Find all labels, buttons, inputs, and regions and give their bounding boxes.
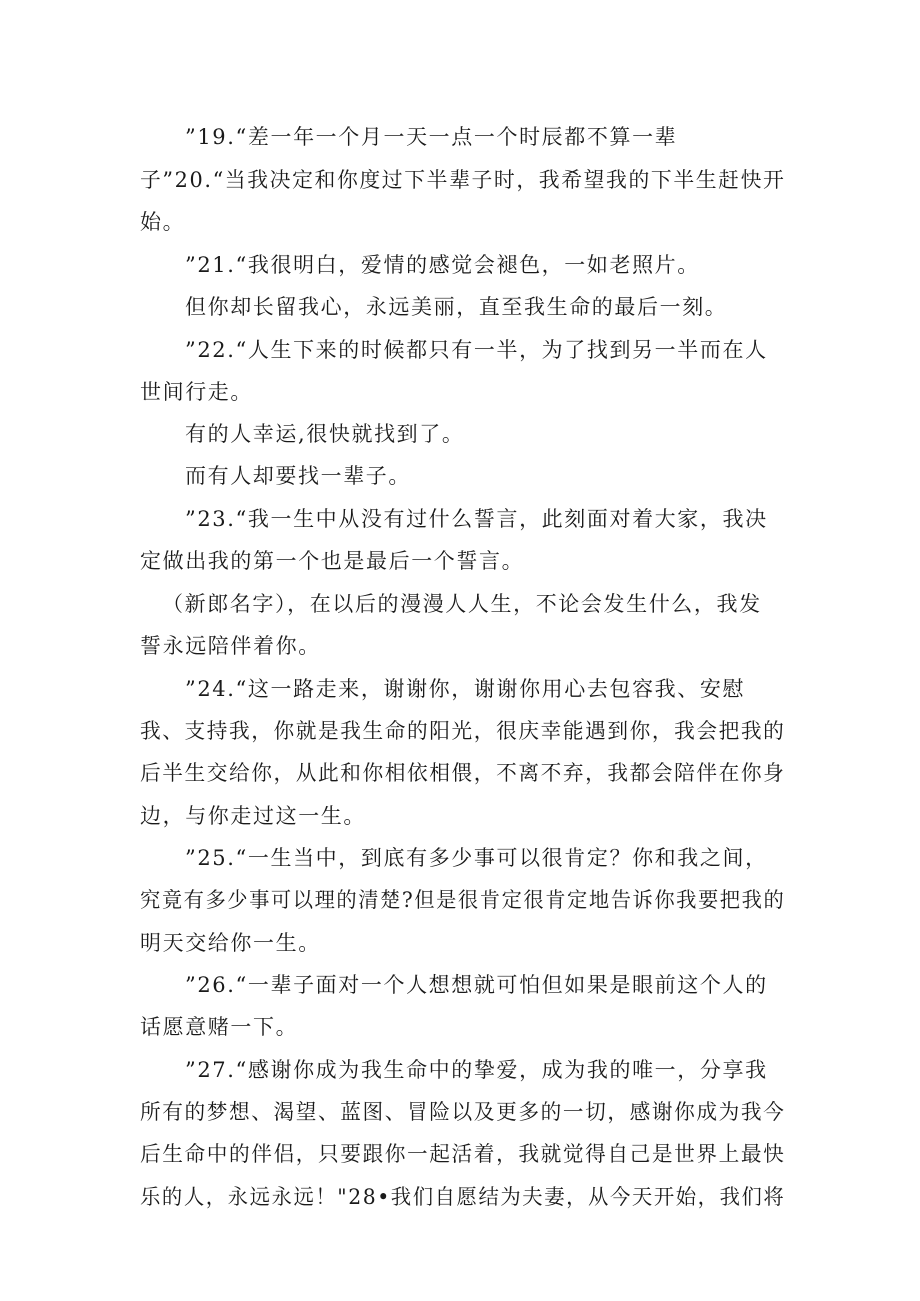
text-line-2: 子”20.“当我决定和你度过下半辈子时，我希望我的下半生赶快开	[140, 168, 786, 192]
text-line-17: 边，与你走过这一生。	[140, 804, 366, 828]
text-line-8: 有的人幸运,很快就找到了。	[185, 422, 465, 446]
text-line-7: 世间行走。	[140, 380, 253, 404]
text-line-10: ”23.“我一生中从没有过什么誓言，此刻面对着大家，我决	[185, 507, 768, 531]
text-line-14: ”24.“这一路走来，谢谢你，谢谢你用心去包容我、安慰	[185, 677, 746, 701]
text-line-18: ”25.“一生当中，到底有多少事可以很肯定？你和我之间，	[185, 846, 768, 870]
text-line-6: ”22.“人生下来的时候都只有一半，为了找到另一半而在人	[185, 338, 768, 362]
text-line-16: 后半生交给你，从此和你相依相偎，不离不弃，我都会陪伴在你身	[140, 761, 786, 785]
text-line-12: （新郎名字），在以后的漫漫人人生，不论会发生什么，我发	[162, 592, 762, 616]
text-line-9: 而有人却要找一辈子。	[185, 464, 411, 488]
text-line-15: 我、支持我，你就是我生命的阳光，很庆幸能遇到你，我会把我的	[140, 719, 786, 743]
text-line-25: 后生命中的伴侣，只要跟你一起活着，我就觉得自己是世界上最快	[140, 1142, 786, 1166]
text-line-1: ”19.“差一年一个月一天一点一个时辰都不算一辈	[185, 125, 678, 149]
text-line-22: 话愿意赌一下。	[140, 1015, 299, 1039]
text-line-4: ”21.“我很明白，爱情的感觉会褪色，一如老照片。	[185, 253, 700, 277]
text-line-20: 明天交给你一生。	[140, 931, 321, 955]
text-line-23: ”27.“感谢你成为我生命中的挚爱，成为我的唯一，分享我	[185, 1058, 768, 1082]
text-line-5: 但你却长留我心，永远美丽，直至我生命的最后一刻。	[185, 295, 728, 319]
text-line-26: 乐的人，永远永远！"28•我们自愿结为夫妻，从今天开始，我们将	[140, 1185, 786, 1209]
text-line-24: 所有的梦想、渴望、蓝图、冒险以及更多的一切，感谢你成为我今	[140, 1100, 786, 1124]
text-line-21: ”26.“一辈子面对一个人想想就可怕但如果是眼前这个人的	[185, 973, 768, 997]
text-line-11: 定做出我的第一个也是最后一个誓言。	[140, 549, 525, 573]
text-line-13: 誓永远陪伴着你。	[140, 634, 321, 658]
text-line-3: 始。	[140, 210, 186, 234]
text-line-19: 究竟有多少事可以理的清楚?但是很肯定很肯定地告诉你我要把我的	[140, 888, 786, 912]
